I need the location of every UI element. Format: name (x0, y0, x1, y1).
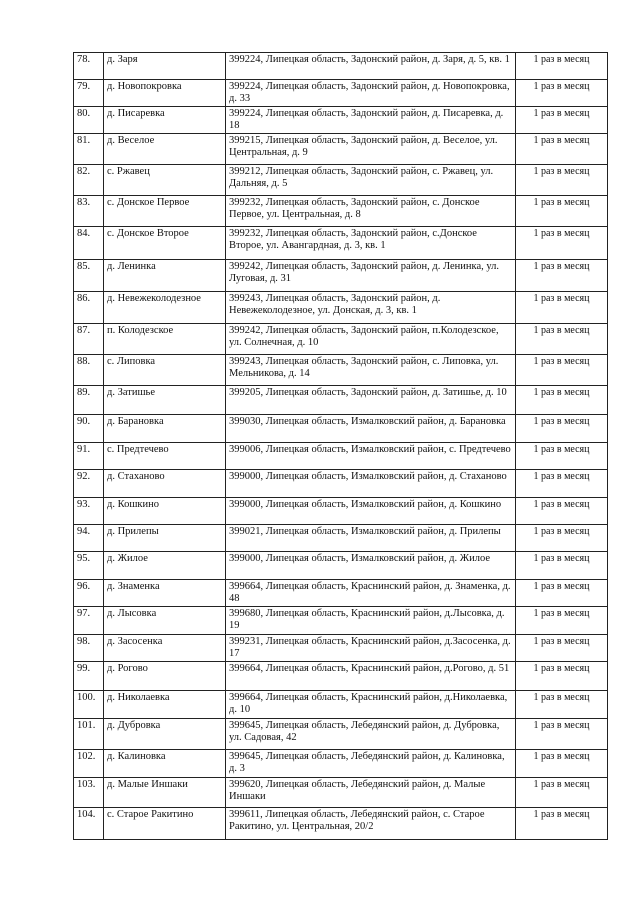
settlement-name: д. Барановка (104, 415, 226, 443)
visit-frequency: 1 раз в месяц (516, 292, 608, 324)
postal-address: 399664, Липецкая область, Краснинский район, д. Знаменка, д. 48 (226, 580, 516, 607)
visit-frequency: 1 раз в месяц (516, 470, 608, 498)
settlement-name: д. Рогово (104, 661, 226, 690)
settlement-name: п. Колодезское (104, 324, 226, 355)
table-row (74, 324, 608, 355)
table-row (74, 415, 608, 443)
settlement-name: д. Стаханово (104, 470, 226, 498)
settlement-name: д. Кошкино (104, 498, 226, 525)
settlement-name: с. Донское Второе (104, 227, 226, 260)
settlement-name: с. Предтечево (104, 443, 226, 470)
settlement-name: д. Лысовка (104, 607, 226, 634)
visit-frequency: 1 раз в месяц (516, 607, 608, 634)
postal-address: 399242, Липецкая область, Задонский район, п.Колодезское, ул. Солнечная, д. 10 (226, 324, 516, 355)
settlement-name: с. Донское Первое (104, 196, 226, 227)
postal-address: 399645, Липецкая область, Лебедянский район, д. Калиновка, д. 3 (226, 749, 516, 777)
visit-frequency: 1 раз в месяц (516, 107, 608, 134)
settlement-name: д. Заря (104, 53, 226, 80)
settlement-name: д. Ленинка (104, 260, 226, 292)
visit-frequency: 1 раз в месяц (516, 443, 608, 470)
table-row (74, 749, 608, 777)
visit-frequency: 1 раз в месяц (516, 690, 608, 718)
settlement-name: д. Прилепы (104, 525, 226, 552)
visit-frequency: 1 раз в месяц (516, 777, 608, 807)
table-row (74, 443, 608, 470)
row-number: 100. (74, 690, 104, 718)
row-number: 98. (74, 634, 104, 661)
table-row (74, 525, 608, 552)
settlement-name: д. Затишье (104, 386, 226, 415)
row-number: 93. (74, 498, 104, 525)
row-number: 102. (74, 749, 104, 777)
address-table (73, 52, 608, 840)
visit-frequency: 1 раз в месяц (516, 807, 608, 839)
visit-frequency: 1 раз в месяц (516, 498, 608, 525)
table-row (74, 498, 608, 525)
visit-frequency: 1 раз в месяц (516, 525, 608, 552)
table-row (74, 552, 608, 580)
visit-frequency: 1 раз в месяц (516, 260, 608, 292)
table-row (74, 807, 608, 839)
row-number: 95. (74, 552, 104, 580)
postal-address: 399232, Липецкая область, Задонский район, с. Донское Первое, ул. Центральная, д. 8 (226, 196, 516, 227)
visit-frequency: 1 раз в месяц (516, 415, 608, 443)
postal-address: 399664, Липецкая область, Краснинский район, д.Николаевка, д. 10 (226, 690, 516, 718)
visit-frequency: 1 раз в месяц (516, 661, 608, 690)
row-number: 83. (74, 196, 104, 227)
settlement-name: д. Знаменка (104, 580, 226, 607)
row-number: 88. (74, 355, 104, 386)
postal-address: 399006, Липецкая область, Измалковский район, с. Предтечево (226, 443, 516, 470)
visit-frequency: 1 раз в месяц (516, 134, 608, 165)
settlement-name: д. Новопокровка (104, 80, 226, 107)
settlement-name: с. Ржавец (104, 165, 226, 196)
postal-address: 399242, Липецкая область, Задонский район, д. Ленинка, ул. Луговая, д. 31 (226, 260, 516, 292)
postal-address: 399224, Липецкая область, Задонский район, д. Заря, д. 5, кв. 1 (226, 53, 516, 80)
table-row (74, 107, 608, 134)
postal-address: 399231, Липецкая область, Краснинский район, д.Засосенка, д. 17 (226, 634, 516, 661)
postal-address: 399664, Липецкая область, Краснинский район, д.Рогово, д. 51 (226, 661, 516, 690)
postal-address: 399611, Липецкая область, Лебедянский район, с. Старое Ракитино, ул. Центральная, 20/2 (226, 807, 516, 839)
table-row (74, 134, 608, 165)
visit-frequency: 1 раз в месяц (516, 634, 608, 661)
row-number: 104. (74, 807, 104, 839)
row-number: 79. (74, 80, 104, 107)
postal-address: 399205, Липецкая область, Задонский район, д. Затишье, д. 10 (226, 386, 516, 415)
visit-frequency: 1 раз в месяц (516, 324, 608, 355)
settlement-name: д. Малые Иншаки (104, 777, 226, 807)
row-number: 86. (74, 292, 104, 324)
row-number: 84. (74, 227, 104, 260)
postal-address: 399224, Липецкая область, Задонский район, д. Новопокровка, д. 33 (226, 80, 516, 107)
postal-address: 399215, Липецкая область, Задонский район, д. Веселое, ул. Центральная, д. 9 (226, 134, 516, 165)
postal-address: 399000, Липецкая область, Измалковский район, д. Жилое (226, 552, 516, 580)
table-row (74, 690, 608, 718)
visit-frequency: 1 раз в месяц (516, 580, 608, 607)
table-row (74, 53, 608, 80)
row-number: 80. (74, 107, 104, 134)
visit-frequency: 1 раз в месяц (516, 718, 608, 749)
postal-address: 399680, Липецкая область, Краснинский район, д.Лысовка, д. 19 (226, 607, 516, 634)
postal-address: 399000, Липецкая область, Измалковский район, д. Кошкино (226, 498, 516, 525)
row-number: 85. (74, 260, 104, 292)
visit-frequency: 1 раз в месяц (516, 355, 608, 386)
table-row (74, 227, 608, 260)
visit-frequency: 1 раз в месяц (516, 749, 608, 777)
visit-frequency: 1 раз в месяц (516, 165, 608, 196)
row-number: 89. (74, 386, 104, 415)
postal-address: 399021, Липецкая область, Измалковский район, д. Прилепы (226, 525, 516, 552)
settlement-name: с. Старое Ракитино (104, 807, 226, 839)
table-row (74, 196, 608, 227)
table-row (74, 661, 608, 690)
postal-address: 399243, Липецкая область, Задонский район, д. Невежеколодезное, ул. Донская, д. 3, кв. 1 (226, 292, 516, 324)
postal-address: 399243, Липецкая область, Задонский район, с. Липовка, ул. Мельникова, д. 14 (226, 355, 516, 386)
table-row (74, 386, 608, 415)
visit-frequency: 1 раз в месяц (516, 80, 608, 107)
table-row (74, 165, 608, 196)
postal-address: 399620, Липецкая область, Лебедянский район, д. Малые Иншаки (226, 777, 516, 807)
row-number: 90. (74, 415, 104, 443)
row-number: 78. (74, 53, 104, 80)
settlement-name: д. Калиновка (104, 749, 226, 777)
row-number: 97. (74, 607, 104, 634)
settlement-name: д. Засосенка (104, 634, 226, 661)
postal-address: 399645, Липецкая область, Лебедянский район, д. Дубровка, ул. Садовая, 42 (226, 718, 516, 749)
table-row (74, 607, 608, 634)
row-number: 91. (74, 443, 104, 470)
row-number: 96. (74, 580, 104, 607)
visit-frequency: 1 раз в месяц (516, 196, 608, 227)
row-number: 81. (74, 134, 104, 165)
table-row (74, 580, 608, 607)
row-number: 82. (74, 165, 104, 196)
address-table-body (74, 53, 608, 840)
table-row (74, 718, 608, 749)
table-row (74, 777, 608, 807)
row-number: 103. (74, 777, 104, 807)
row-number: 101. (74, 718, 104, 749)
table-row (74, 634, 608, 661)
settlement-name: д. Невежеколодезное (104, 292, 226, 324)
postal-address: 399000, Липецкая область, Измалковский район, д. Стаханово (226, 470, 516, 498)
visit-frequency: 1 раз в месяц (516, 386, 608, 415)
postal-address: 399030, Липецкая область, Измалковский район, д. Барановка (226, 415, 516, 443)
settlement-name: д. Дубровка (104, 718, 226, 749)
settlement-name: д. Жилое (104, 552, 226, 580)
settlement-name: д. Писаревка (104, 107, 226, 134)
row-number: 92. (74, 470, 104, 498)
table-row (74, 355, 608, 386)
postal-address: 399232, Липецкая область, Задонский район, с.Донское Второе, ул. Авангардная, д. 3, кв. 1 (226, 227, 516, 260)
table-row (74, 80, 608, 107)
visit-frequency: 1 раз в месяц (516, 227, 608, 260)
settlement-name: д. Веселое (104, 134, 226, 165)
postal-address: 399212, Липецкая область, Задонский район, с. Ржавец, ул. Дальняя, д. 5 (226, 165, 516, 196)
settlement-name: с. Липовка (104, 355, 226, 386)
visit-frequency: 1 раз в месяц (516, 552, 608, 580)
postal-address: 399224, Липецкая область, Задонский район, д. Писаревка, д. 18 (226, 107, 516, 134)
row-number: 99. (74, 661, 104, 690)
visit-frequency: 1 раз в месяц (516, 53, 608, 80)
table-row (74, 292, 608, 324)
settlement-name: д. Николаевка (104, 690, 226, 718)
row-number: 87. (74, 324, 104, 355)
row-number: 94. (74, 525, 104, 552)
table-row (74, 470, 608, 498)
table-row (74, 260, 608, 292)
